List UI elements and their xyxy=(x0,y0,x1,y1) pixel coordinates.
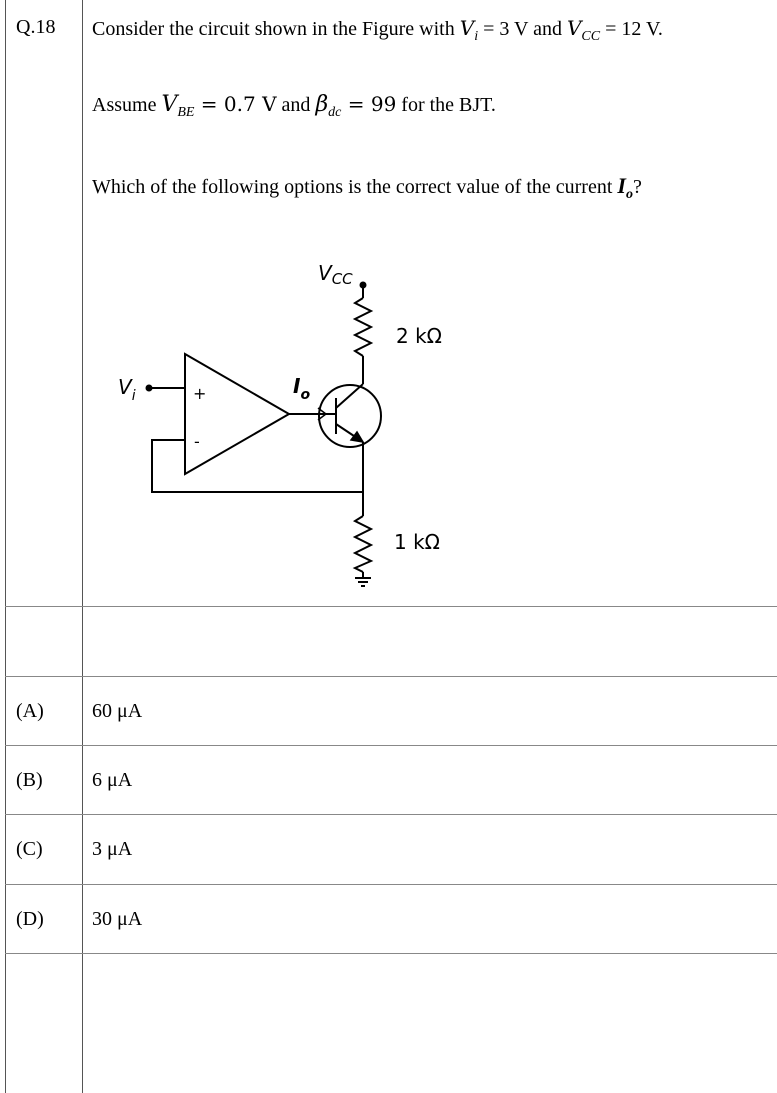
io-subscript: o xyxy=(625,187,633,202)
vi-label: $V_i$ xyxy=(118,375,136,404)
vcc-label: $V_{CC}$ xyxy=(318,261,353,288)
row-divider xyxy=(5,676,777,677)
option-b-text[interactable]: 6 μA xyxy=(92,769,133,791)
option-a-text[interactable]: 60 μA xyxy=(92,700,143,722)
row-divider xyxy=(5,745,777,746)
stem-text: and xyxy=(276,94,316,116)
resistor-2k xyxy=(355,298,371,356)
op-amp xyxy=(185,354,289,474)
r-top-label: 2 kΩ xyxy=(396,324,442,348)
vi-subscript: i xyxy=(474,29,479,44)
io-label: $I_o$ xyxy=(293,374,311,403)
option-c-label: (C) xyxy=(16,838,43,860)
stem-text: for the BJT. xyxy=(396,94,496,116)
beta-subscript: dc xyxy=(328,105,342,120)
option-a-label: (A) xyxy=(16,700,44,722)
option-d-label: (D) xyxy=(16,908,44,930)
stem-text: ? xyxy=(632,176,642,198)
stem-text: Which of the following options is the correct value of the current xyxy=(92,176,618,198)
vi-symbol: V xyxy=(459,16,475,40)
vbe-subscript: BE xyxy=(177,105,195,120)
option-d-text[interactable]: 30 μA xyxy=(92,908,143,930)
vcc-subscript: CC xyxy=(581,29,601,44)
vi-value: = 3 V and xyxy=(478,18,567,40)
option-c-text[interactable]: 3 μA xyxy=(92,838,133,860)
plus-sign: + xyxy=(193,384,207,403)
resistor-1k xyxy=(355,516,371,572)
minus-sign: - xyxy=(194,432,200,451)
beta-symbol: β xyxy=(315,92,329,117)
emitter-arrow xyxy=(351,432,363,442)
beta-value: = 99 xyxy=(341,92,397,116)
stem-text: Consider the circuit shown in the Figure with xyxy=(92,18,460,40)
stem-text: Assume xyxy=(92,94,162,116)
vcc-symbol: V xyxy=(566,16,582,40)
question-number: Q.18 xyxy=(16,16,56,38)
row-divider xyxy=(5,606,777,607)
r-bottom-label: 1 kΩ xyxy=(394,530,440,554)
row-divider xyxy=(5,884,777,885)
vbe-symbol: V xyxy=(161,92,178,117)
row-divider xyxy=(5,953,777,954)
feedback-wire xyxy=(152,440,363,492)
row-divider xyxy=(5,814,777,815)
vbe-value: = 0.7 V xyxy=(194,92,277,116)
option-b-label: (B) xyxy=(16,769,43,791)
vcc-value: = 12 V. xyxy=(600,18,663,40)
io-symbol: I xyxy=(617,173,626,198)
